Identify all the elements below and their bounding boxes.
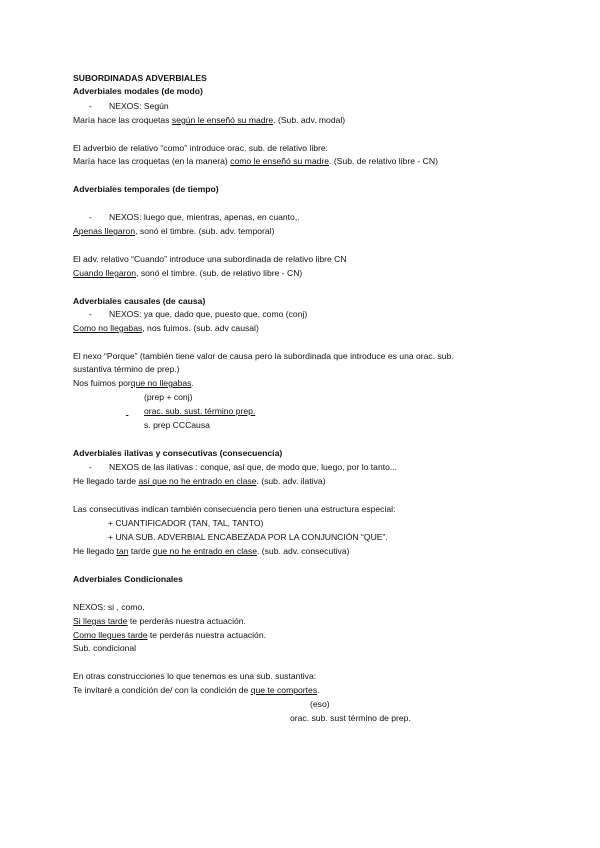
underlined-clause: que te comportes [250, 685, 318, 695]
text: He llegado tarde [73, 476, 139, 486]
section-heading-tiempo: Adverbiales temporales (de tiempo) [73, 184, 219, 194]
analysis-label: orac. sub. sust término de prep. [290, 713, 411, 723]
doc-title: SUBORDINADAS ADVERBIALES [73, 73, 207, 83]
example-line [73, 156, 438, 167]
section-heading-condicionales: Adverbiales Condicionales [73, 574, 183, 584]
bullet-item [89, 212, 300, 223]
text: . (sub. adv. consecutiva) [256, 546, 350, 556]
bullet-item [89, 309, 307, 320]
underlined-clause: que no llegabas [130, 378, 192, 388]
text: Nos fuimos por [73, 378, 131, 388]
text: . (Sub. adv. modal) [273, 115, 346, 125]
analysis-line [126, 406, 255, 417]
underlined-clause: Cuando llegaron [73, 268, 137, 278]
example-line [73, 630, 266, 641]
nexos-text: NEXOS: ya que, dado que, puesto que, como (conj) [109, 309, 308, 319]
label-line: Sub. condicional [73, 643, 137, 653]
text: , sonó el timbre. (sub. de relativo libre - CN) [136, 268, 303, 278]
text: . (Sub. de relativo libre - CN) [329, 156, 438, 166]
note-line: Las consecutivas indican también consecuencia pero tienen una estructura especial: [73, 504, 396, 514]
text: . (sub. adv. ilativa) [256, 476, 326, 486]
text: , nos fuimos. (sub. adv causal) [142, 323, 259, 333]
underlined-clause: así que no he entrado en clase [138, 476, 257, 486]
underlined-clause: Como no llegabas [73, 323, 143, 333]
text: . [191, 378, 194, 388]
nexos-text: NEXOS: Según [109, 101, 169, 111]
nexos-line: NEXOS: si , como, [73, 602, 145, 612]
example-line [73, 226, 274, 237]
example-line [73, 115, 345, 126]
analysis-label: s. prep CCCausa [144, 420, 210, 430]
text: María hace las croquetas [73, 115, 172, 125]
underlined-clause: Como llegues tarde [73, 630, 148, 640]
section-heading-modo: Adverbiales modales (de modo) [73, 86, 203, 96]
analysis-label: (prep + conj) [144, 392, 193, 402]
bullet-dash: - [89, 212, 92, 222]
text: te perderás nuestra actuación. [127, 616, 246, 626]
example-line [73, 685, 320, 696]
underline-blank [126, 406, 144, 417]
text: te perderás nuestra actuación. [147, 630, 267, 640]
note-line: sustantiva término de prep.) [73, 364, 180, 374]
underlined-clause: Si llegas tarde [73, 616, 128, 626]
text: . [317, 685, 320, 695]
underlined-clause: Apenas llegaron [73, 226, 136, 236]
text: , sonó el timbre. (sub. adv. temporal) [135, 226, 275, 236]
example-line [73, 268, 302, 279]
text: Te invitaré a condición de/ con la condición de [73, 685, 251, 695]
list-item: + CUANTIFICADOR (TAN, TAL, TANTO) [108, 518, 264, 528]
underlined-word: tan [116, 546, 129, 556]
example-line [73, 476, 326, 487]
bullet-dash: - [89, 101, 92, 111]
note-line: El nexo “Porque” (también tiene valor de causa pero la subordinada que introduce es una orac. sub. [73, 351, 454, 361]
bullet-dash: - [89, 462, 92, 472]
underlined-clause: como le enseñó su madre [230, 156, 330, 166]
text: tarde [128, 546, 153, 556]
example-line [73, 323, 259, 334]
text: He llegado [73, 546, 117, 556]
nexos-text: NEXOS: luego que, mientras, apenas, en cuanto,. [109, 212, 300, 222]
analysis-label: (eso) [310, 699, 330, 709]
section-heading-causa: Adverbiales causales (de causa) [73, 296, 206, 306]
bullet-item [89, 101, 169, 112]
bullet-dash: - [89, 309, 92, 319]
underlined-clause: que no he entrado en clase [152, 546, 257, 556]
note-line: El adv. relativo “Cuando” introduce una subordinada de relativo libre CN [73, 254, 347, 264]
section-heading-ilativas: Adverbiales ilativas y consecutivas (consecuencia) [73, 448, 283, 458]
nexos-text: NEXOS de las ilativas : conque, así que, de modo que, luego, por lo tanto... [109, 462, 398, 472]
bullet-item [89, 462, 397, 473]
note-line: En otras construcciones lo que tenemos es una sub. sustantiva: [73, 671, 317, 681]
example-line [73, 616, 246, 627]
underlined-clause: según le enseñó su madre [171, 115, 274, 125]
text: María hace las croquetas (en la manera) [73, 156, 231, 166]
note-line: El adverbio de relativo “como” introduce orac. sub. de relativo libre: [73, 143, 329, 153]
example-line [73, 378, 194, 389]
example-line [73, 546, 350, 557]
analysis-label: orac. sub. sust. término prep. [144, 406, 256, 416]
list-item: + UNA SUB. ADVERBIAL ENCABEZADA POR LA CONJUNCIÓN “QUE”. [108, 532, 388, 542]
